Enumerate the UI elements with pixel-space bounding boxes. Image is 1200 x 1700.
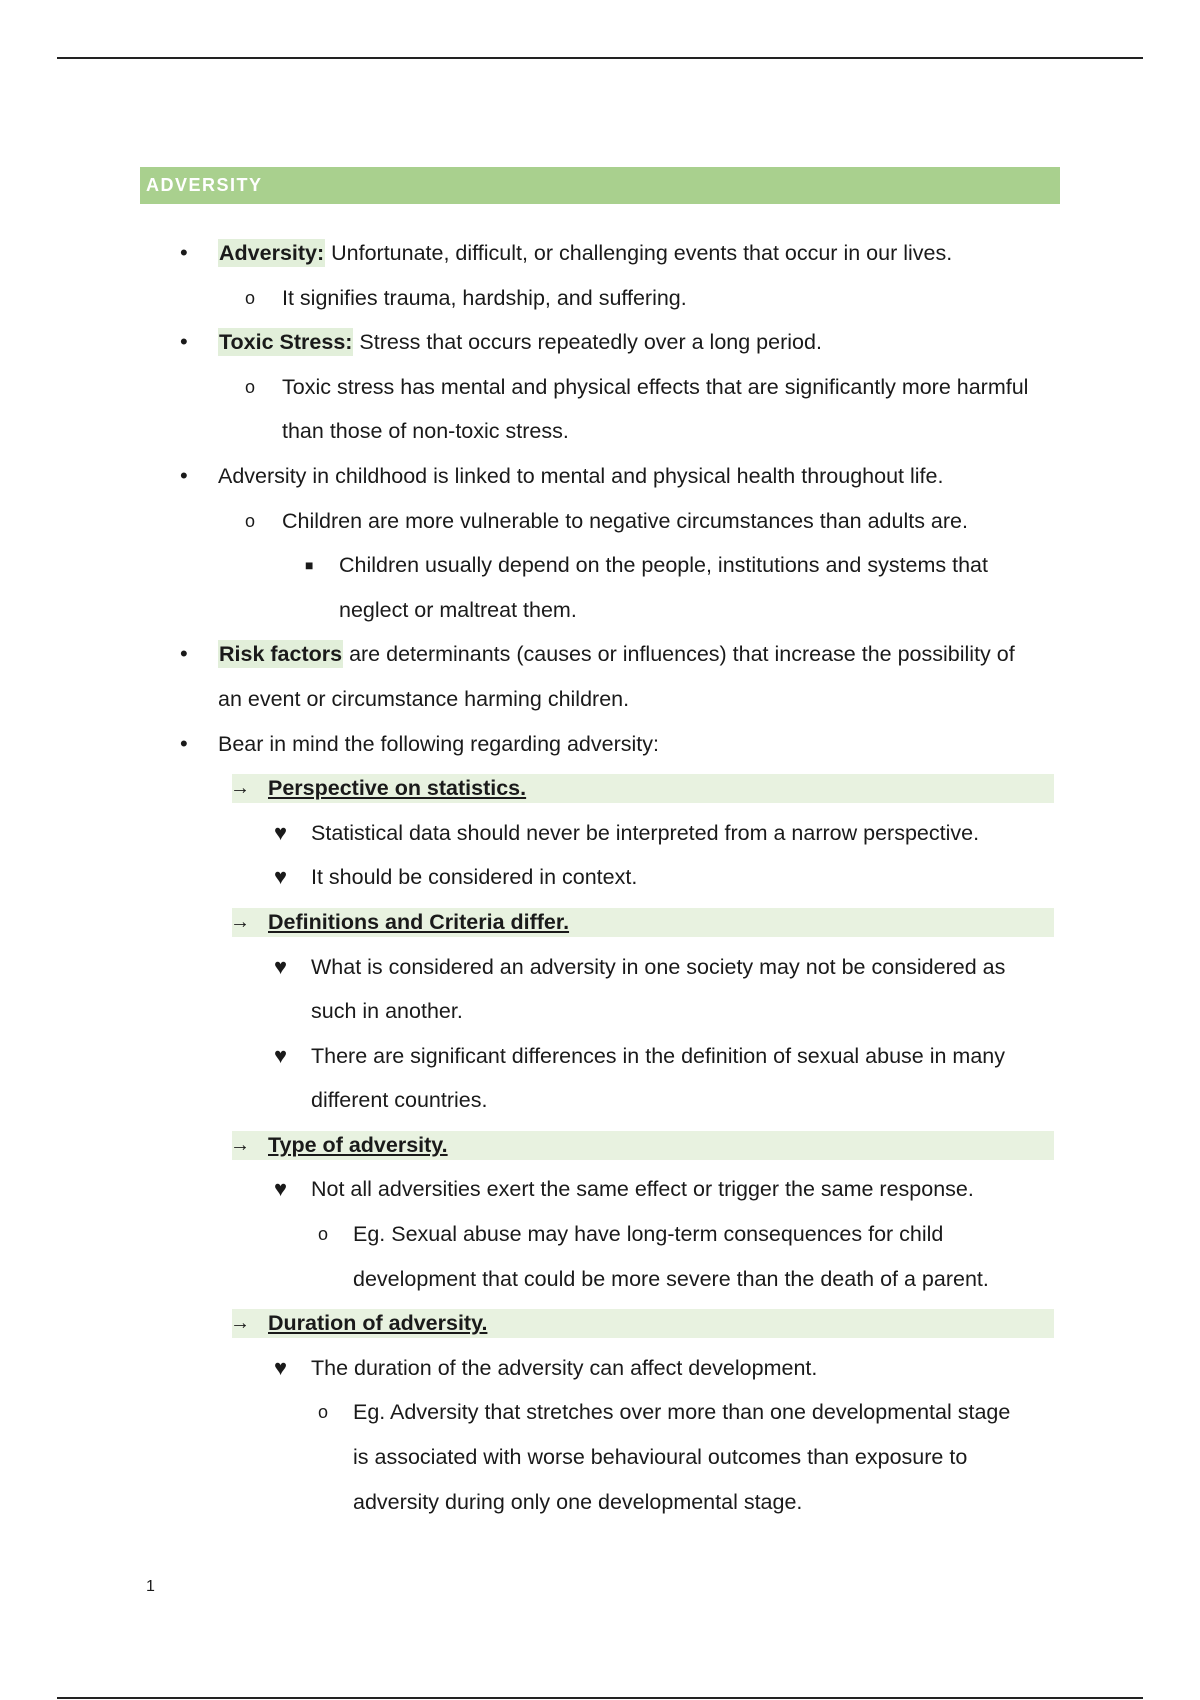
list-item: [0, 855, 1200, 900]
list-item-text: an event or circumstance harming children.: [218, 686, 630, 711]
list-item: [0, 543, 1200, 588]
definition-text: are determinants (causes or influences) that increase the possibility of: [343, 642, 1015, 667]
section-title: ADVERSITY: [146, 175, 263, 195]
list-item-text: It signifies trauma, hardship, and suffering.: [282, 285, 687, 310]
list-item: [0, 677, 1200, 722]
key-term: Toxic Stress:: [219, 330, 353, 355]
bullet-icon: •: [180, 730, 188, 756]
section-header: [140, 167, 1060, 204]
list-item-text: The duration of the adversity can affect development.: [311, 1355, 818, 1380]
list-item-text: Not all adversities exert the same effect or trigger the same response.: [311, 1177, 974, 1202]
subheading-line: [0, 766, 1200, 811]
heart-icon: ♥: [274, 819, 288, 845]
circle-bullet-icon: o: [245, 510, 256, 531]
list-item: [0, 588, 1200, 633]
arrow-icon: →: [230, 1133, 250, 1156]
circle-bullet-icon: o: [318, 1402, 329, 1423]
list-item: [0, 1346, 1200, 1391]
list-item: [0, 365, 1200, 410]
list-item-text: adversity during only one developmental stage.: [353, 1489, 803, 1514]
list-item-text: Duration of adversity.: [268, 1311, 488, 1336]
subheading-line: [0, 1123, 1200, 1168]
list-item: [0, 722, 1200, 767]
subheading-line: [0, 1301, 1200, 1346]
list-item: [0, 632, 1200, 677]
heart-icon: ♥: [274, 864, 288, 890]
key-term: Risk factors: [219, 642, 343, 667]
list-item: [0, 454, 1200, 499]
bullet-icon: •: [180, 240, 188, 265]
list-item: [0, 231, 1200, 276]
heart-icon: ♥: [274, 1354, 288, 1380]
list-item-text: Eg. Sexual abuse may have long-term consequences for child: [353, 1222, 944, 1247]
list-item-text: than those of non-toxic stress.: [282, 419, 569, 444]
bullet-icon: •: [180, 462, 188, 488]
list-item: [0, 499, 1200, 544]
list-item: [0, 409, 1200, 454]
list-item-text: Type of adversity.: [268, 1132, 448, 1157]
list-item: [0, 989, 1200, 1034]
list-item-text: Statistical data should never be interpreted from a narrow perspective.: [311, 820, 980, 845]
list-item-text: neglect or maltreat them.: [339, 597, 577, 622]
note-list: [0, 231, 1200, 1524]
definition-text: Unfortunate, difficult, or challenging events that occur in our lives.: [325, 241, 953, 265]
list-item-text: [218, 231, 952, 276]
list-item-text: such in another.: [311, 999, 463, 1024]
list-item-text: different countries.: [311, 1088, 488, 1113]
key-term: Adversity:: [219, 241, 325, 265]
list-item-text: Toxic stress has mental and physical effects that are significantly more harmful: [282, 374, 1029, 399]
circle-bullet-icon: o: [245, 287, 256, 308]
list-item: [0, 945, 1200, 990]
definition-text: Stress that occurs repeatedly over a long period.: [353, 330, 822, 355]
list-item: [0, 1435, 1200, 1480]
list-item-text: There are significant differences in the definition of sexual abuse in many: [311, 1043, 1005, 1068]
bullet-icon: •: [180, 641, 188, 667]
list-item: [0, 811, 1200, 856]
list-item-text: is associated with worse behavioural outcomes than exposure to: [353, 1445, 968, 1470]
list-item-text: Children are more vulnerable to negative circumstances than adults are.: [282, 508, 968, 533]
circle-bullet-icon: o: [245, 376, 256, 397]
bullet-icon: •: [180, 329, 188, 355]
list-item-text: [218, 320, 822, 365]
list-item-text: Bear in mind the following regarding adversity:: [218, 731, 659, 756]
list-item: [0, 320, 1200, 365]
list-item: [0, 1257, 1200, 1302]
list-item: [0, 1167, 1200, 1212]
arrow-icon: →: [230, 777, 250, 800]
heart-icon: ♥: [274, 953, 288, 979]
list-item: [0, 1212, 1200, 1257]
arrow-icon: →: [230, 910, 250, 933]
list-item-text: Adversity in childhood is linked to mental and physical health throughout life.: [218, 463, 944, 488]
square-bullet-icon: ■: [305, 557, 314, 574]
list-item-text: Definitions and Criteria differ.: [268, 909, 570, 934]
list-item-text: development that could be more severe than the death of a parent.: [353, 1266, 989, 1291]
list-item-text: Eg. Adversity that stretches over more than one developmental stage: [353, 1400, 1011, 1425]
list-item-text: Children usually depend on the people, institutions and systems that: [339, 553, 988, 578]
bottom-rule: [57, 1697, 1143, 1699]
subheading-line: [0, 900, 1200, 945]
list-item: [0, 1034, 1200, 1079]
list-item-text: [218, 632, 1015, 677]
list-item-text: What is considered an adversity in one society may not be considered as: [311, 954, 1006, 979]
top-rule: [57, 57, 1143, 59]
list-item: [0, 1390, 1200, 1435]
list-item: [0, 276, 1200, 321]
list-item-text: It should be considered in context.: [311, 865, 638, 890]
circle-bullet-icon: o: [318, 1224, 329, 1245]
heart-icon: ♥: [274, 1176, 288, 1202]
heart-icon: ♥: [274, 1042, 288, 1068]
page-number: 1: [146, 1578, 155, 1595]
list-item-text: Perspective on statistics.: [268, 776, 527, 801]
list-item: [0, 1480, 1200, 1525]
arrow-icon: →: [230, 1312, 250, 1335]
list-item: [0, 1078, 1200, 1123]
